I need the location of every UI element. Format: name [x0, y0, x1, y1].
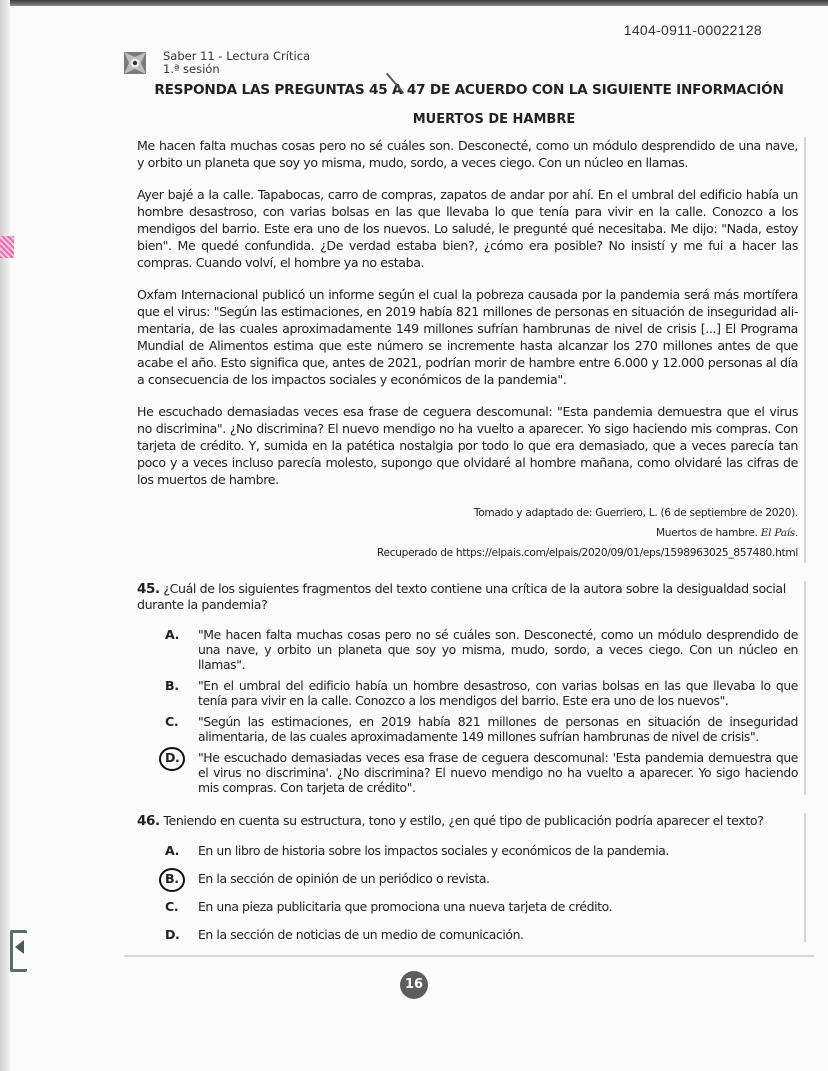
reading-paragraph: Me hacen falta muchas cosas pero no sé cuáles son. Desconecté, como un módulo desprendido de una nave, y orbito un planeta que soy yo misma, mudo, sordo, a veces ciego. Con un núcleo en llamas.: [137, 138, 798, 170]
option-letter: D.: [165, 750, 180, 765]
citation-line: Tomado y adaptado de: Guerriero, L. (6 de septiembre de 2020).: [473, 507, 798, 519]
exam-session: 1.ª sesión: [163, 62, 220, 76]
question-45: [137, 581, 798, 613]
reading-paragraph: Oxfam Internacional publicó un informe según el cual la pobreza causada por la pandemia será más mortífera que el virus: "Según las estimaciones, en 2019 había 821 millones de personas en situación de inseguridad ali-mentaria, de las cuales aproximadamente 149 millones sufrían hambrunas de nivel de crisis [...] El Programa Mundial de Alimentos estima que este número se incremente hasta alcanzar los 270 millones antes de que acabe el año. Esto significa que, antes de 2021, podrían morir de hambre entre 6.000 y 12.000 personas al día a consecuencia de los impactos sociales y económicos de la pandemia".: [137, 287, 798, 387]
option-letter: B.: [165, 871, 179, 886]
exam-header: [124, 50, 814, 76]
reading-paragraph: He escuchado demasiadas veces esa frase de ceguera descomunal: "Esta pandemia demuestra que el virus no discrimina". ¿No discrimina? El nuevo mendigo no ha vuelto a aparecer. Yo sigo haciendo mis compras. Con tarjeta de crédito. Y, sumida en la patética nostalgia por todo lo que era demasiado, que a veces parecía tan poco y a veces incluso parecía molesto, supongo que olvidaré al hombre mañana, como olvidaré las cifras de los muertos de hambre.: [137, 404, 798, 487]
option-letter: C.: [165, 899, 179, 914]
option-text: "Según las estimaciones, en 2019 había 821 millones de personas en situación de inseguridad alimentaria, de las cuales aproximadamente 149 millones sufrían hambrunas de nivel de crisis".: [198, 714, 798, 744]
document-code: 1404-0911-00022128: [623, 22, 762, 38]
citation-line: [137, 523, 798, 543]
answer-option[interactable]: [165, 678, 798, 708]
reading-passage: [137, 137, 806, 563]
bottom-rule: [124, 955, 814, 957]
option-letter: B.: [165, 678, 179, 693]
question-46: [137, 813, 798, 829]
answer-option[interactable]: [165, 627, 798, 672]
option-letter: A.: [165, 627, 179, 642]
answer-option-selected[interactable]: [165, 871, 798, 886]
answer-option-selected[interactable]: [165, 750, 798, 795]
option-text: "En el umbral del edificio había un hombre desastroso, con varias bolsas en las que llevaba lo que tenía para vivir en la calle. Conozco a los mendigos del barrio. Este era uno de los nuevos".: [198, 678, 798, 708]
exam-header-text: [163, 50, 310, 76]
instruction-text: RESPONDA LAS PREGUNTAS 45 A 47 DE ACUERDO CON LA SIGUIENTE INFORMACIÓN: [154, 82, 784, 98]
answer-option[interactable]: [165, 843, 798, 858]
citation-url: Recuperado de https://elpais.com/elpais/2020/09/01/eps/1598963025_857480.html: [376, 547, 798, 559]
option-letter: D.: [165, 927, 180, 942]
question-block-46: [137, 813, 806, 942]
option-text: "Me hacen falta muchas cosas pero no sé cuáles son. Desconecté, como un módulo desprendido de una nave, y orbito un planeta que soy yo misma, mudo, sordo, a veces ciego. Con un núcleo en llamas".: [198, 627, 798, 672]
page-footer: [124, 971, 814, 999]
question-number: 45.: [137, 581, 160, 597]
exam-name: Saber 11 - Lectura Crítica: [163, 49, 311, 63]
option-text: En la sección de noticias de un medio de comunicación.: [198, 927, 524, 942]
citation-title: Muertos de hambre.: [655, 527, 761, 539]
answer-option[interactable]: [165, 714, 798, 744]
option-letter: C.: [165, 714, 179, 729]
option-text: En un libro de historia sobre los impactos sociales y económicos de la pandemia.: [198, 843, 669, 858]
option-text: En una pieza publicitaria que promociona una nueva tarjeta de crédito.: [198, 899, 613, 914]
question-number: 46.: [137, 813, 160, 829]
exam-logo-icon: [124, 52, 146, 74]
text-title: MUERTOS DE HAMBRE: [412, 112, 576, 127]
source-citation: [137, 503, 798, 563]
instruction-heading: [124, 82, 814, 98]
option-text: "He escuchado demasiadas veces esa frase de ceguera descomunal: 'Esta pandemia demuestra que el virus no discrimina'. ¿No discrimina? El nuevo mendigo no ha vuelto a aparecer. Yo sigo haciendo mis compras. Con tarjeta de crédito".: [198, 750, 798, 795]
question-block-45: [137, 581, 806, 795]
answer-option[interactable]: [165, 927, 798, 942]
page-number-badge: 16: [400, 971, 428, 999]
option-text: En la sección de opinión de un periódico o revista.: [198, 871, 490, 886]
option-letter: A.: [165, 843, 179, 858]
answer-option[interactable]: [165, 899, 798, 914]
citation-publication: El País.: [760, 527, 798, 539]
reading-paragraph: Ayer bajé a la calle. Tapabocas, carro de compras, zapatos de andar por ahí. En el umbral del edificio había un hombre desastroso, con varias bolsas en las que llevaba lo que tenía para vivir en la calle. Conozco a los mendigos del barrio. Este era uno de los nuevos. Lo saludé, le pregunté qué necesitaba. Me dijo: "Nada, estoy bien". Me quedé confundida. ¿De verdad estaba bien?, ¿cómo era posible? No insistí y me fui a hacer las compras. Cuando volví, el hombre ya no estaba.: [137, 187, 798, 270]
question-text: ¿Cuál de los siguientes fragmentos del texto contiene una crítica de la autora sobre la desigualdad social durante la pandemia?: [137, 581, 786, 612]
question-text: Teniendo en cuenta su estructura, tono y estilo, ¿en qué tipo de publicación podría aparecer el texto?: [163, 813, 764, 828]
